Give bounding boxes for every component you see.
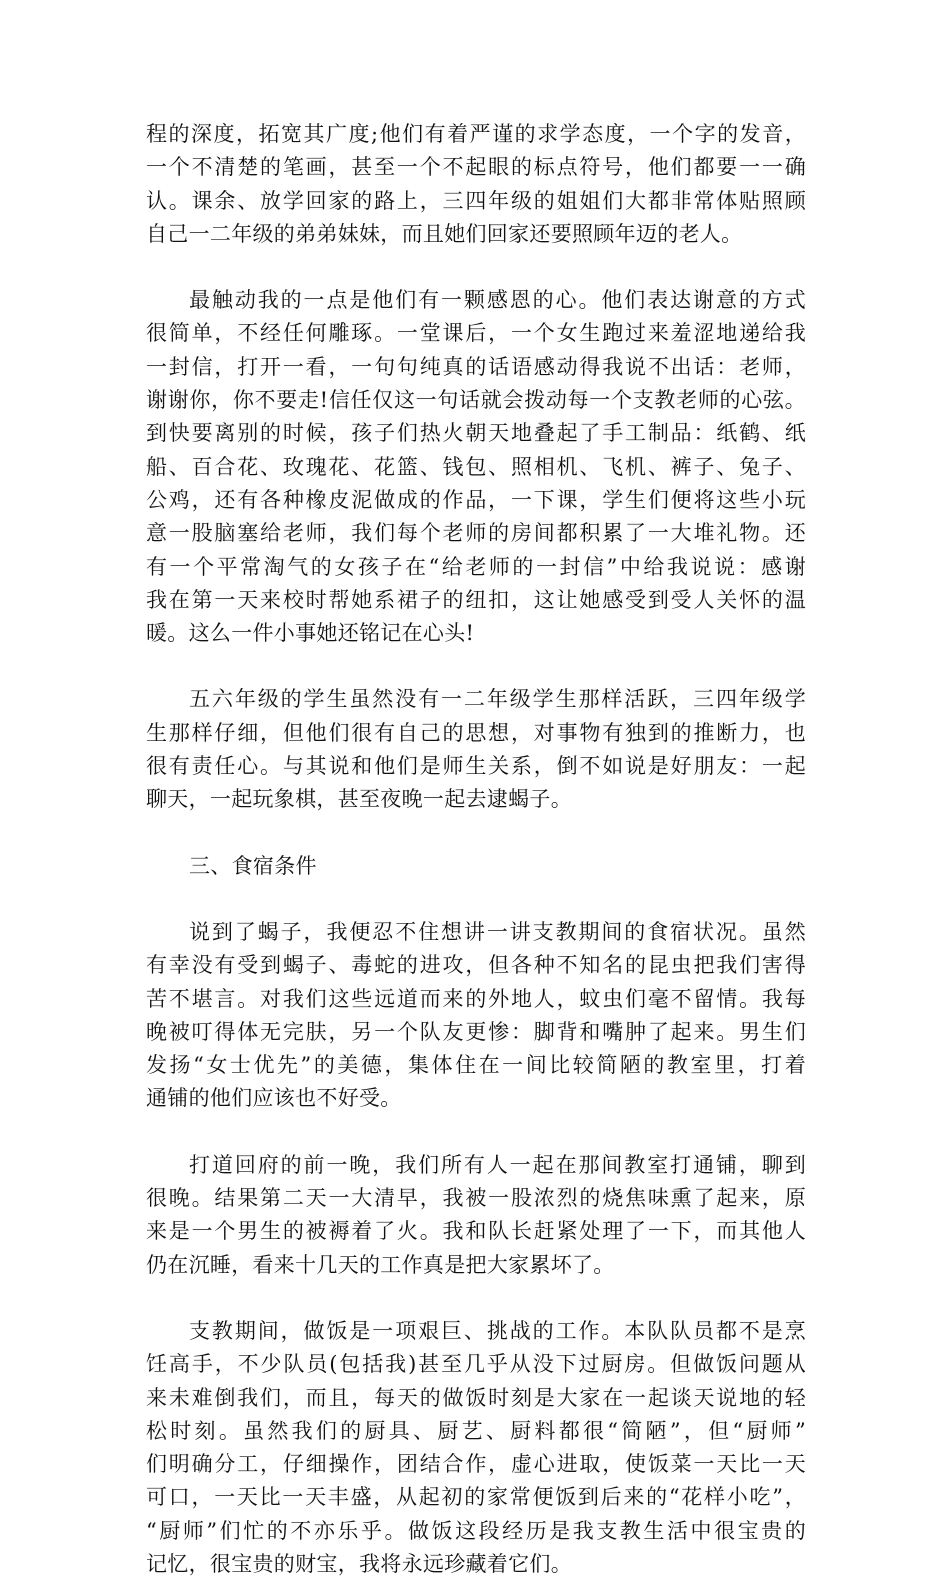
paragraph-gap: [146, 650, 806, 683]
text-line: 认。课余、放学回家的路上，三四年级的姐姐们大都非常体贴照顾: [146, 188, 806, 213]
text-line: 最触动我的一点是他们有一颗感恩的心。他们表达谢意的方式: [189, 288, 806, 313]
text-line: 生那样仔细，但他们很有自己的思想，对事物有独到的推断力，也: [146, 720, 806, 745]
text-line: 很有责任心。与其说和他们是师生关系，倒不如说是好朋友：一起: [146, 754, 806, 779]
text-line: 五六年级的学生虽然没有一二年级学生那样活跃，三四年级学: [189, 687, 806, 712]
paragraph-gap: [146, 883, 806, 916]
text-line: 很简单，不经任何雕琢。一堂课后，一个女生跑过来羞涩地递给我: [146, 321, 806, 346]
text-line: 一封信，打开一看，一句句纯真的话语感动得我说不出话：老师，: [146, 354, 806, 379]
text-line: 公鸡，还有各种橡皮泥做成的作品，一下课，学生们便将这些小玩: [146, 487, 806, 512]
text-line: 晚被叮得体无完肤，另一个队友更惨：脚背和嘴肿了起来。男生们: [146, 1019, 806, 1044]
text-line: 打道回府的前一晚，我们所有人一起在那间教室打通铺，聊到: [189, 1152, 806, 1177]
document-body: [146, 118, 806, 1581]
text-line: 支教期间，做饭是一项艰巨、挑战的工作。本队队员都不是烹: [189, 1318, 806, 1343]
text-line: 松时刻。虽然我们的厨具、厨艺、厨料都很“简陋”，但“厨师”: [146, 1418, 806, 1443]
text-line: 记忆，很宝贵的财宝，我将永远珍藏着它们。: [146, 1551, 572, 1576]
text-line: 们明确分工，仔细操作，团结合作，虚心进取，使饭菜一天比一天: [146, 1452, 806, 1477]
text-line: 发扬“女士优先”的美德，集体住在一间比较简陋的教室里，打着: [146, 1053, 806, 1078]
paragraph: [146, 683, 806, 816]
text-line: 有一个平常淘气的女孩子在“给老师的一封信”中给我说说：感谢: [146, 554, 806, 579]
section-heading: 三、食宿条件: [189, 853, 317, 878]
text-line: 通铺的他们应该也不好受。: [146, 1086, 402, 1111]
paragraph: [146, 916, 806, 1116]
text-line: 我在第一天来校时帮她系裙子的纽扣，这让她感受到受人关怀的温: [146, 587, 806, 612]
paragraph: [146, 118, 806, 251]
text-line: 仍在沉睡，看来十几天的工作真是把大家累坏了。: [146, 1252, 615, 1277]
text-line: 来是一个男生的被褥着了火。我和队长赶紧处理了一下，而其他人: [146, 1219, 806, 1244]
text-line: 谢谢你，你不要走!信任仅这一句话就会拨动每一个支教老师的心弦。: [146, 388, 806, 413]
text-line: 一个不清楚的笔画，甚至一个不起眼的标点符号，他们都要一一确: [146, 155, 806, 180]
text-line: 到快要离别的时候，孩子们热火朝天地叠起了手工制品：纸鹤、纸: [146, 421, 806, 446]
paragraph: [146, 1149, 806, 1282]
text-line: “厨师”们忙的不亦乐乎。做饭这段经历是我支教生活中很宝贵的: [146, 1518, 806, 1543]
paragraph: [146, 1315, 806, 1581]
text-line: 自己一二年级的弟弟妹妹，而且她们回家还要照顾年迈的老人。: [146, 221, 743, 246]
text-line: 有幸没有受到蝎子、毒蛇的进攻，但各种不知名的昆虫把我们害得: [146, 953, 806, 978]
text-line: 饪高手，不少队员(包括我)甚至几乎从没下过厨房。但做饭问题从: [146, 1352, 806, 1377]
text-line: 程的深度，拓宽其广度;他们有着严谨的求学态度，一个字的发音，: [146, 122, 806, 146]
text-line: 暖。这么一件小事她还铭记在心头!: [146, 621, 475, 646]
text-line: 可口，一天比一天丰盛，从起初的家常便饭到后来的“花样小吃”，: [146, 1485, 806, 1510]
text-line: 苦不堪言。对我们这些远道而来的外地人，蚊虫们毫不留情。我每: [146, 986, 806, 1011]
text-line: 船、百合花、玫瑰花、花篮、钱包、照相机、飞机、裤子、兔子、: [146, 454, 806, 479]
text-line: 聊天，一起玩象棋，甚至夜晚一起去逮蝎子。: [146, 787, 572, 812]
text-line: 意一股脑塞给老师，我们每个老师的房间都积累了一大堆礼物。还: [146, 521, 806, 546]
text-line: 来未难倒我们，而且，每天的做饭时刻是大家在一起谈天说地的轻: [146, 1385, 806, 1410]
paragraph: [146, 284, 806, 650]
paragraph-gap: [146, 251, 806, 284]
paragraph-gap: [146, 817, 806, 850]
paragraph-gap: [146, 1116, 806, 1149]
text-line: 很晚。结果第二天一大清早，我被一股浓烈的烧焦味熏了起来，原: [146, 1186, 806, 1211]
text-line: 说到了蝎子，我便忍不住想讲一讲支教期间的食宿状况。虽然: [189, 919, 806, 944]
paragraph-gap: [146, 1282, 806, 1315]
